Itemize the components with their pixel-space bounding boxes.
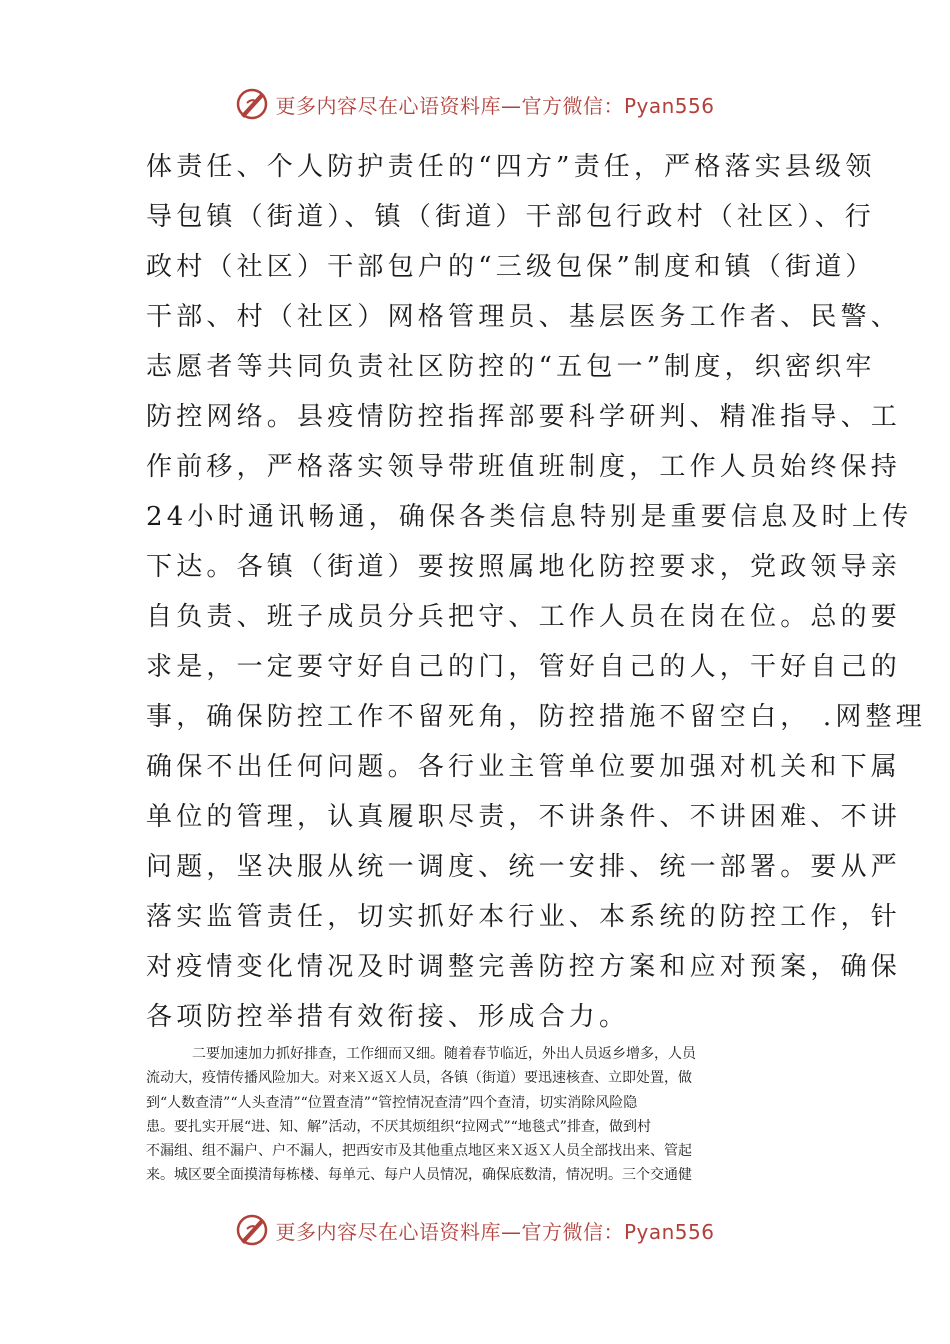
main-body-text [146,142,926,1042]
secondary-paragraph [146,1042,806,1188]
pen-circle-logo-icon [235,87,269,121]
body-line: 对疫情变化情况及时调整完善防控方案和应对预案，确保 [146,952,902,982]
body-line: 政村（社区）干部包户的“三级包保”制度和镇（街道） [146,252,876,282]
body-line: 24小时通讯畅通，确保各类信息特别是重要信息及时上传 [146,502,913,532]
body-line: 各项防控举措有效衔接、形成合力。 [146,1002,630,1032]
body-line: 单位的管理，认真履职尽责，不讲条件、不讲困难、不讲 [146,802,902,832]
footer-banner [0,1210,950,1250]
body-line: 事，确保防控工作不留死角，防控措施不留空白， .网整理 [146,702,926,732]
header-banner-text: 更多内容尽在心语资料库—官方微信：Pyan556 [275,93,715,118]
body-line: 自负责、班子成员分兵把守、工作人员在岗在位。总的要 [146,602,902,632]
pen-circle-logo-icon [235,1213,269,1247]
body-line: 体责任、个人防护责任的“四方”责任，严格落实县级领 [146,152,876,182]
header-banner [0,84,950,124]
body-line: 落实监管责任，切实抓好本行业、本系统的防控工作，针 [146,902,902,932]
footer-banner-text: 更多内容尽在心语资料库—官方微信：Pyan556 [275,1219,715,1244]
body-line: 志愿者等共同负责社区防控的“五包一”制度，织密织牢 [146,352,876,382]
paragraph-line: 来。城区要全面摸清每栋楼、每单元、每户人员情况，确保底数清，情况明。三个交通健 [146,1167,692,1184]
body-line: 导包镇（街道）、镇（街道）干部包行政村（社区）、行 [146,202,876,232]
body-line: 确保不出任何问题。各行业主管单位要加强对机关和下属 [146,752,902,782]
paragraph-line: 二要加速加力抓好排查，工作细而又细。随着春节临近，外出人员返乡增多，人员 [192,1046,696,1062]
body-line: 作前移，严格落实领导带班值班制度，工作人员始终保持 [146,452,902,482]
body-line: 问题，坚决服从统一调度、统一安排、统一部署。要从严 [146,852,902,882]
body-line: 干部、村（社区）网格管理员、基层医务工作者、民警、 [146,302,902,332]
body-line: 下达。各镇（街道）要按照属地化防控要求，党政领导亲 [146,552,902,582]
paragraph-line: 到“人数查清”“人头查清”“位置查清”“管控情况查清”四个查清，切实消除风险隐 [146,1094,638,1111]
paragraph-line: 流动大，疫情传播风险加大。对来Ｘ返Ｘ人员，各镇（街道）要迅速核查、立即处置，做 [146,1070,692,1087]
body-line: 求是，一定要守好自己的门，管好自己的人，干好自己的 [146,652,902,682]
paragraph-line: 不漏组、组不漏户、户不漏人，把西安市及其他重点地区来Ｘ返Ｘ人员全部找出来、管起 [146,1143,692,1160]
paragraph-line: 患。要扎实开展“进、知、解”活动，不厌其烦组织“拉网式”“地毯式”排查，做到村 [146,1118,651,1135]
body-line: 防控网络。县疫情防控指挥部要科学研判、精准指导、工 [146,402,902,432]
